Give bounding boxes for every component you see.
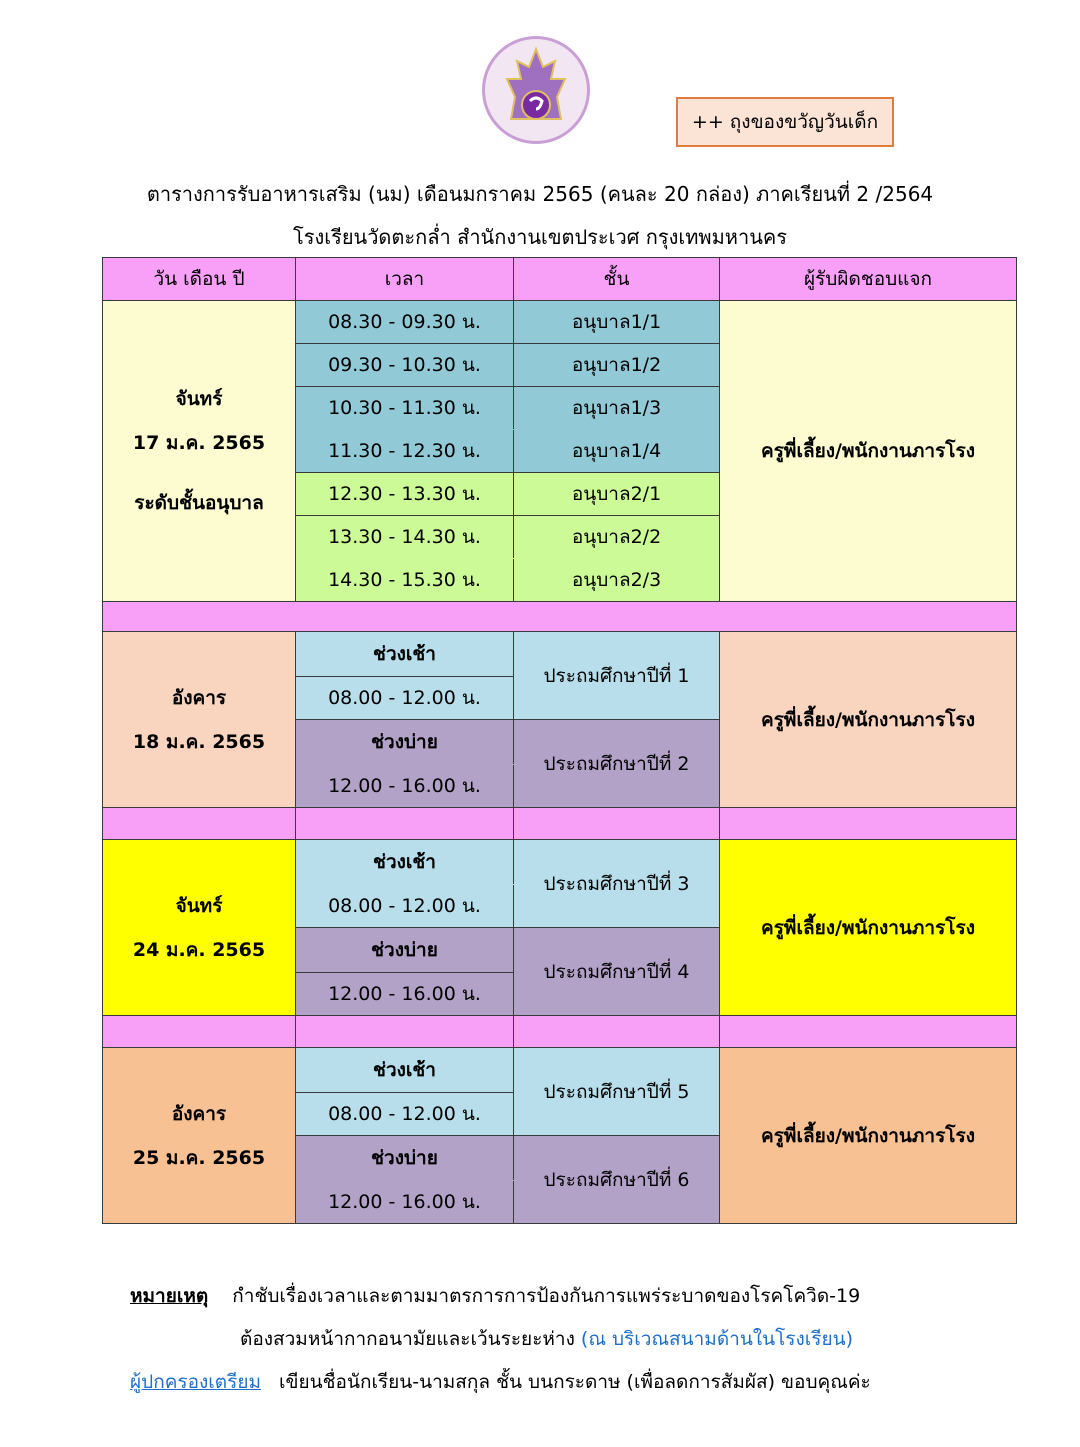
day-name: อังคาร <box>171 686 227 709</box>
time-cell: 08.00 - 12.00 น. <box>296 1093 514 1136</box>
header-time: เวลา <box>296 258 514 301</box>
class-cell: อนุบาล1/3 <box>514 387 720 430</box>
schedule-table <box>102 257 1017 1224</box>
afternoon-label: ช่วงบ่าย <box>296 720 514 765</box>
time-cell: 09.30 - 10.30 น. <box>296 344 514 387</box>
class-cell: ประถมศึกษาปีที่ 6 <box>514 1136 720 1224</box>
note-line-3 <box>130 1367 871 1397</box>
level-text: ระดับชั้นอนุบาล <box>134 492 264 514</box>
separator-row <box>103 1016 1017 1048</box>
header-class: ชั้น <box>514 258 720 301</box>
school-emblem-icon <box>485 39 587 141</box>
time-cell: 08.00 - 12.00 น. <box>296 885 514 928</box>
class-cell: อนุบาล1/1 <box>514 301 720 344</box>
date-cell <box>103 1048 296 1224</box>
responsible-cell: ครูพี่เลี้ยง/พนักงานภารโรง <box>720 632 1017 808</box>
class-cell: ประถมศึกษาปีที่ 2 <box>514 720 720 808</box>
class-cell: ประถมศึกษาปีที่ 3 <box>514 840 720 928</box>
time-cell: 12.00 - 16.00 น. <box>296 973 514 1016</box>
class-cell: ประถมศึกษาปีที่ 1 <box>514 632 720 720</box>
class-cell: อนุบาล2/2 <box>514 516 720 559</box>
date-cell <box>103 301 296 602</box>
class-cell: ประถมศึกษาปีที่ 5 <box>514 1048 720 1136</box>
note-line-2 <box>240 1324 853 1354</box>
afternoon-label: ช่วงบ่าย <box>296 928 514 973</box>
note-label: หมายเหตุ <box>130 1285 209 1307</box>
date-cell <box>103 840 296 1016</box>
date-cell <box>103 632 296 808</box>
time-cell: 12.00 - 16.00 น. <box>296 765 514 808</box>
school-logo <box>482 36 590 144</box>
header-responsible: ผู้รับผิดชอบแจก <box>720 258 1017 301</box>
class-cell: ประถมศึกษาปีที่ 4 <box>514 928 720 1016</box>
time-cell: 08.30 - 09.30 น. <box>296 301 514 344</box>
table-row <box>103 301 1017 344</box>
page-subtitle: โรงเรียนวัดตะกล่ำ สำนักงานเขตประเวศ กรุงเทพมหานคร <box>292 225 787 249</box>
morning-label: ช่วงเช้า <box>296 632 514 677</box>
day-name: จันทร์ <box>175 388 223 410</box>
time-cell: 12.00 - 16.00 น. <box>296 1181 514 1224</box>
table-header-row <box>103 258 1017 301</box>
responsible-cell: ครูพี่เลี้ยง/พนักงานภารโรง <box>720 840 1017 1016</box>
table-row <box>103 632 1017 677</box>
time-cell: 10.30 - 11.30 น. <box>296 387 514 430</box>
morning-label: ช่วงเช้า <box>296 1048 514 1093</box>
responsible-cell: ครูพี่เลี้ยง/พนักงานภารโรง <box>720 301 1017 602</box>
day-name: อังคาร <box>171 1102 227 1125</box>
class-cell: อนุบาล2/3 <box>514 559 720 602</box>
header-date: วัน เดือน ปี <box>103 258 296 301</box>
afternoon-label: ช่วงบ่าย <box>296 1136 514 1181</box>
class-cell: อนุบาล1/2 <box>514 344 720 387</box>
note-location: (ณ บริเวณสนามด้านในโรงเรียน) <box>580 1328 854 1350</box>
time-cell: 12.30 - 13.30 น. <box>296 473 514 516</box>
time-cell: 14.30 - 15.30 น. <box>296 559 514 602</box>
morning-label: ช่วงเช้า <box>296 840 514 885</box>
responsible-cell: ครูพี่เลี้ยง/พนักงานภารโรง <box>720 1048 1017 1224</box>
class-cell: อนุบาล1/4 <box>514 430 720 473</box>
parent-label: ผู้ปกครองเตรียม <box>130 1371 261 1393</box>
note-text-1: กำชับเรื่องเวลาและตามมาตรการการป้องกันการแพร่ระบาดของโรคโควิด-19 <box>232 1285 861 1307</box>
gift-bag-note: ++ ถุงของขวัญวันเด็ก <box>676 97 894 147</box>
date-text: 17 ม.ค. 2565 <box>132 432 266 454</box>
table-row <box>103 1048 1017 1093</box>
note-text-3: เขียนชื่อนักเรียน-นามสกุล ชั้น บนกระดาษ (เพื่อลดการสัมผัส) ขอบคุณค่ะ <box>279 1371 871 1393</box>
date-text: 24 ม.ค. 2565 <box>132 938 266 961</box>
note-line-1 <box>130 1281 860 1311</box>
separator-row <box>103 602 1017 632</box>
table-row <box>103 840 1017 885</box>
date-text: 25 ม.ค. 2565 <box>132 1146 266 1169</box>
day-name: จันทร์ <box>175 894 223 917</box>
class-cell: อนุบาล2/1 <box>514 473 720 516</box>
time-cell: 11.30 - 12.30 น. <box>296 430 514 473</box>
note-text-2: ต้องสวมหน้ากากอนามัยและเว้นระยะห่าง <box>240 1328 575 1350</box>
time-cell: 08.00 - 12.00 น. <box>296 677 514 720</box>
time-cell: 13.30 - 14.30 น. <box>296 516 514 559</box>
separator-row <box>103 808 1017 840</box>
date-text: 18 ม.ค. 2565 <box>132 730 266 753</box>
page-title: ตารางการรับอาหารเสริม (นม) เดือนมกราคม 2565 (คนละ 20 กล่อง) ภาคเรียนที่ 2 /2564 <box>146 182 934 206</box>
